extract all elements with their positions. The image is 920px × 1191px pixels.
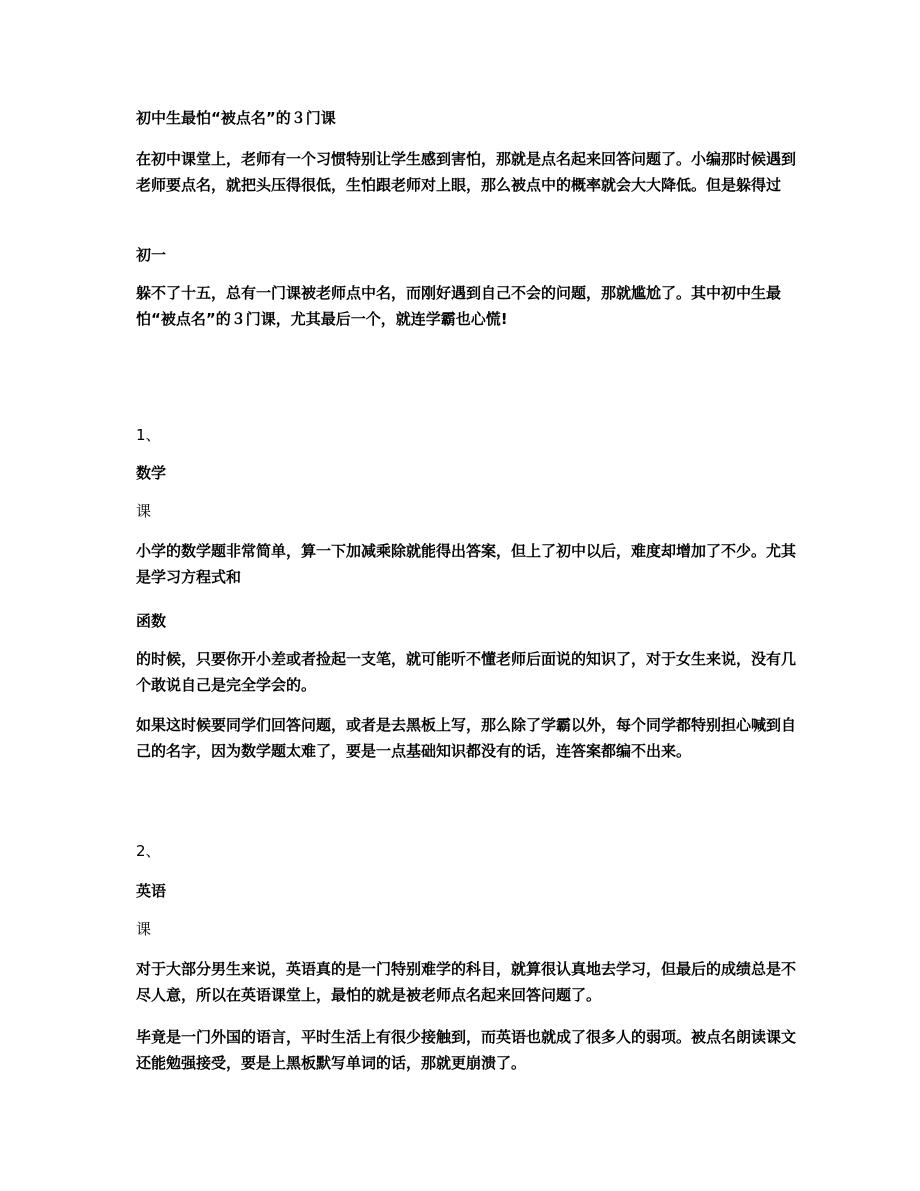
- section-2-suffix: 课: [136, 920, 152, 938]
- section-1-number: 1、: [136, 426, 161, 444]
- section-1-subject: 数学: [136, 464, 167, 482]
- grade-heading: 初一: [136, 246, 167, 264]
- section-1-paragraph-2: 的时候，只要你开小差或者捡起一支笔，就可能听不懂老师后面说的知识了，对于女生来说，没有几个敢说自己是完全学会的。: [136, 650, 797, 694]
- intro-paragraph: 在初中课堂上，老师有一个习惯特别让学生感到害怕，那就是点名起来回答问题了。小编那时候遇到老师要点名，就把头压得很低，生怕跟老师对上眼，那么被点中的概率就会大大降低。但是躲得过: [136, 150, 797, 194]
- section-2-paragraph-2: 毕竟是一门外国的语言，平时生活上有很少接触到，而英语也就成了很多人的弱项。被点名朗读课文还能勉强接受，要是上黑板默写单词的话，那就更崩溃了。: [136, 1028, 797, 1072]
- section-2-paragraph-1: 对于大部分男生来说，英语真的是一门特别难学的科目，就算很认真地去学习，但最后的成绩总是不尽人意，所以在英语课堂上，最怕的就是被老师点名起来回答问题了。: [136, 960, 797, 1004]
- section-1-suffix: 课: [136, 502, 152, 520]
- document-title: 初中生最怕“被点名”的３门课: [136, 109, 336, 127]
- intro-paragraph-2: 躲不了十五，总有一门课被老师点中名，而刚好遇到自己不会的问题，那就尴尬了。其中初中生最怕“被点名”的３门课，尤其最后一个，就连学霸也心慌!: [136, 284, 782, 328]
- section-1-paragraph-3: 如果这时候要同学们回答问题，或者是去黑板上写，那么除了学霸以外，每个同学都特别担心喊到自己的名字，因为数学题太难了，要是一点基础知识都没有的话，连答案都编不出来。: [136, 716, 797, 760]
- section-2-number: 2、: [136, 842, 161, 860]
- section-1-function-heading: 函数: [136, 612, 167, 630]
- section-2-subject: 英语: [136, 882, 167, 900]
- section-1-paragraph-1: 小学的数学题非常简单，算一下加减乘除就能得出答案，但上了初中以后，难度却增加了不少。尤其是学习方程式和: [136, 542, 797, 586]
